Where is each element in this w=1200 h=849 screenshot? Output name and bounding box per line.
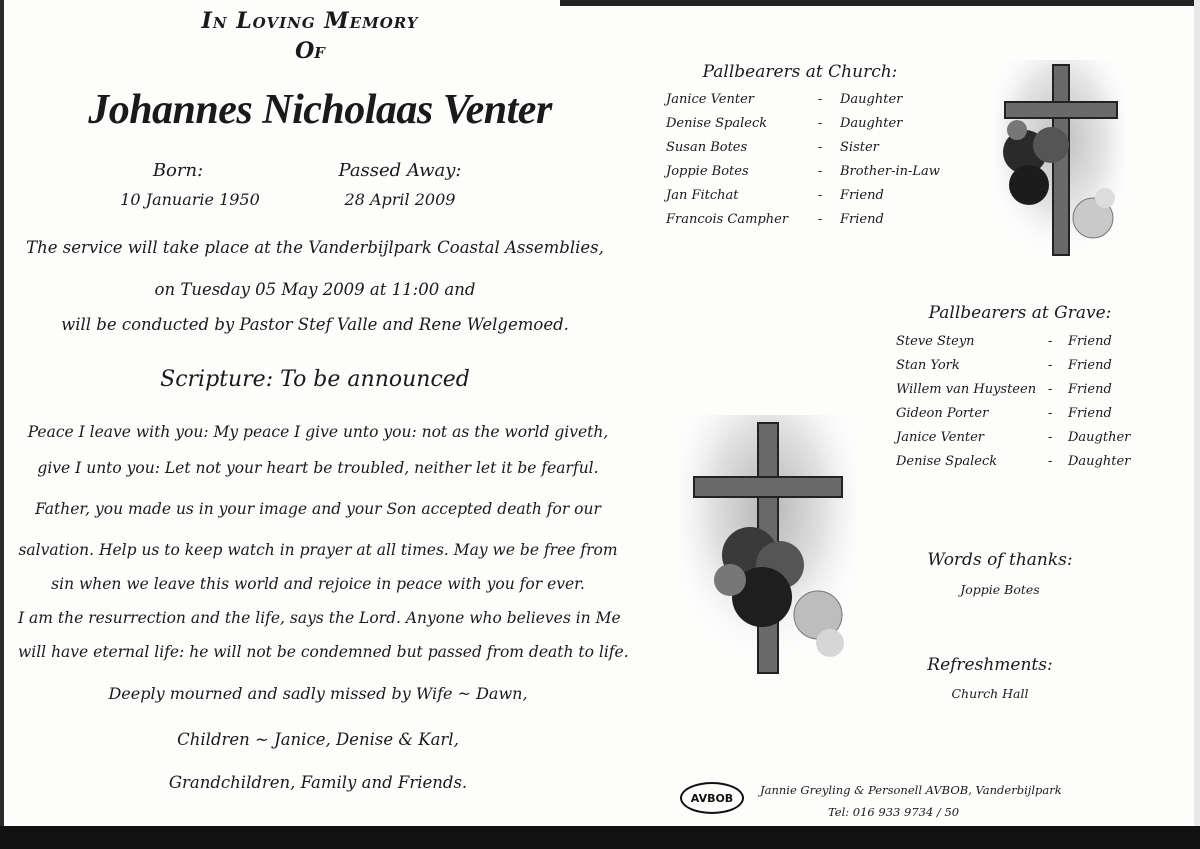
pallbearer-name: Jan Fitchat bbox=[666, 188, 739, 203]
scan-edge-left bbox=[0, 0, 4, 849]
separator-dash: - bbox=[818, 212, 823, 227]
pallbearer-name: Janice Venter bbox=[666, 92, 754, 107]
pallbearer-relation: Friend bbox=[1068, 406, 1112, 421]
scripture-line: Father, you made us in your image and your Son accepted death for our bbox=[35, 500, 601, 518]
pallbearer-relation: Brother-in-Law bbox=[840, 164, 940, 179]
cross-with-flowers-icon bbox=[995, 60, 1125, 260]
born-label: Born: bbox=[152, 160, 204, 181]
separator-dash: - bbox=[1048, 454, 1053, 469]
refreshments-location: Church Hall bbox=[951, 686, 1029, 701]
pallbearer-relation: Friend bbox=[1068, 382, 1112, 397]
list-item bbox=[666, 140, 966, 164]
avbob-logo bbox=[680, 782, 744, 814]
passed-away-label: Passed Away: bbox=[338, 160, 462, 181]
separator-dash: - bbox=[1048, 382, 1053, 397]
pallbearer-relation: Sister bbox=[840, 140, 879, 155]
grave-pallbearers-title: Pallbearers at Grave: bbox=[928, 303, 1112, 323]
heading-in-loving-memory: In Loving Memory bbox=[201, 8, 419, 34]
scripture-line: salvation. Help us to keep watch in prayer at all times. May we be free from bbox=[18, 541, 618, 559]
list-item bbox=[896, 430, 1196, 454]
scripture-line: will have eternal life: he will not be condemned but passed from death to life. bbox=[18, 643, 629, 661]
pallbearer-relation: Daughter bbox=[1068, 454, 1131, 469]
pallbearer-name: Steve Steyn bbox=[896, 334, 975, 349]
pallbearer-name: Stan York bbox=[896, 358, 960, 373]
scripture-line: Peace I leave with you: My peace I give unto you: not as the world giveth, bbox=[27, 423, 609, 441]
list-item bbox=[666, 212, 966, 236]
pallbearer-relation: Friend bbox=[1068, 334, 1112, 349]
mourned-line-2: Children ~ Janice, Denise & Karl, bbox=[177, 730, 459, 749]
separator-dash: - bbox=[818, 116, 823, 131]
pallbearer-name: Francois Campher bbox=[666, 212, 789, 227]
grave-pallbearers-list bbox=[896, 334, 1196, 478]
list-item bbox=[666, 92, 966, 116]
scripture-line: sin when we leave this world and rejoice in peace with you for ever. bbox=[51, 575, 585, 593]
church-pallbearers-title: Pallbearers at Church: bbox=[702, 62, 898, 82]
service-line-1: The service will take place at the Vanderbijlpark Coastal Assemblies, bbox=[26, 238, 604, 257]
separator-dash: - bbox=[1048, 358, 1053, 373]
list-item bbox=[896, 454, 1196, 478]
logo-text: AVBOB bbox=[690, 791, 734, 805]
words-of-thanks-speaker: Joppie Botes bbox=[960, 582, 1040, 597]
undertaker-phone: Tel: 016 933 9734 / 50 bbox=[828, 805, 960, 819]
list-item bbox=[896, 334, 1196, 358]
separator-dash: - bbox=[818, 164, 823, 179]
pallbearer-relation: Daugther bbox=[1068, 430, 1131, 445]
list-item bbox=[666, 164, 966, 188]
words-of-thanks-title: Words of thanks: bbox=[927, 550, 1073, 570]
pallbearer-name: Denise Spaleck bbox=[666, 116, 768, 131]
pallbearer-name: Joppie Botes bbox=[666, 164, 749, 179]
separator-dash: - bbox=[1048, 406, 1053, 421]
separator-dash: - bbox=[818, 92, 823, 107]
heading-of: Of bbox=[295, 38, 325, 64]
mourned-line-1: Deeply mourned and sadly missed by Wife ~ Dawn, bbox=[108, 684, 528, 703]
pallbearer-relation: Friend bbox=[840, 212, 884, 227]
list-item bbox=[896, 382, 1196, 406]
pallbearer-relation: Daughter bbox=[840, 116, 903, 131]
list-item bbox=[896, 406, 1196, 430]
pallbearer-name: Gideon Porter bbox=[896, 406, 989, 421]
list-item bbox=[896, 358, 1196, 382]
pallbearer-name: Denise Spaleck bbox=[896, 454, 998, 469]
refreshments-title: Refreshments: bbox=[927, 655, 1053, 675]
scripture-line: give I unto you: Let not your heart be troubled, neither let it be fearful. bbox=[37, 459, 599, 477]
separator-dash: - bbox=[818, 188, 823, 203]
scripture-heading: Scripture: To be announced bbox=[160, 367, 470, 392]
pallbearer-name: Janice Venter bbox=[896, 430, 984, 445]
undertaker-name: Jannie Greyling & Personell AVBOB, Vanderbijlpark bbox=[760, 783, 1062, 797]
passed-away-date: 28 April 2009 bbox=[344, 190, 456, 209]
church-pallbearers-list bbox=[666, 92, 966, 236]
mourned-line-3: Grandchildren, Family and Friends. bbox=[168, 773, 468, 792]
pallbearer-name: Susan Botes bbox=[666, 140, 748, 155]
separator-dash: - bbox=[1048, 334, 1053, 349]
scripture-line: I am the resurrection and the life, says the Lord. Anyone who believes in Me bbox=[18, 609, 621, 627]
deceased-name: Johannes Nicholaas Venter bbox=[88, 87, 552, 133]
cross-with-flowers-icon bbox=[680, 415, 855, 680]
separator-dash: - bbox=[1048, 430, 1053, 445]
pallbearer-relation: Friend bbox=[840, 188, 884, 203]
born-date: 10 Januarie 1950 bbox=[120, 190, 260, 209]
pallbearer-relation: Daughter bbox=[840, 92, 903, 107]
separator-dash: - bbox=[818, 140, 823, 155]
service-line-3: will be conducted by Pastor Stef Valle and Rene Welgemoed. bbox=[61, 315, 569, 334]
pallbearer-relation: Friend bbox=[1068, 358, 1112, 373]
list-item bbox=[666, 116, 966, 140]
pallbearer-name: Willem van Huysteen bbox=[896, 382, 1037, 397]
list-item bbox=[666, 188, 966, 212]
scan-edge-bottom bbox=[0, 826, 1200, 849]
service-line-2: on Tuesday 05 May 2009 at 11:00 and bbox=[154, 280, 476, 299]
scan-edge-top bbox=[560, 0, 1200, 6]
